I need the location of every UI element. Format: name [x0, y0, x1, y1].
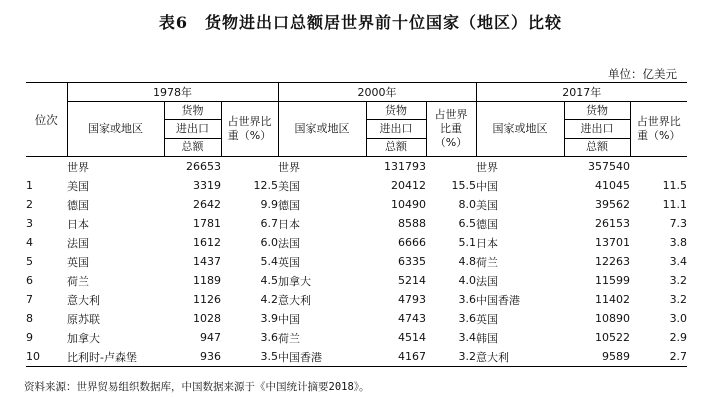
table-row: [26, 271, 687, 290]
share-cell: [221, 157, 278, 177]
country-cell: 中国: [278, 312, 301, 326]
value-cell: 39562: [595, 198, 631, 211]
value-cell: 1189: [193, 274, 221, 287]
table-row: [26, 176, 687, 195]
value-cell: 6335: [398, 255, 427, 268]
country-cell: 美国: [278, 179, 301, 193]
share-header-1978: [221, 102, 278, 157]
value-cell: 4793: [398, 293, 427, 306]
value-cell: 10522: [595, 331, 631, 344]
country-cell: 美国: [476, 198, 499, 212]
share-cell: 4.0: [458, 274, 477, 287]
country-cell: 英国: [67, 255, 89, 269]
share-cell: 7.3: [669, 217, 688, 230]
table-row: [26, 309, 687, 328]
value-cell: 5214: [398, 274, 427, 287]
rank-cell: 10: [26, 347, 67, 367]
table-row: [26, 328, 687, 347]
year-header-row: [26, 83, 687, 102]
value-cell: 9589: [564, 347, 630, 367]
value-cell: 13701: [595, 236, 631, 249]
share-cell: 3.0: [669, 312, 688, 325]
rank-cell: 8: [26, 312, 33, 325]
country-cell: 世界: [67, 160, 89, 174]
share-cell: 6.7: [260, 217, 279, 230]
volume-header-line: 货物: [367, 102, 426, 120]
value-cell: 11599: [595, 274, 631, 287]
value-cell: 11402: [595, 293, 631, 306]
column-header-row: [26, 102, 687, 157]
volume-header-line: 货物: [165, 102, 221, 120]
share-cell: 3.2: [669, 274, 688, 287]
country-cell: 意大利: [278, 293, 312, 307]
country-cell: 法国: [476, 274, 499, 288]
unit-label: 单位：亿美元: [608, 67, 677, 81]
share-cell: 2.7: [630, 347, 687, 367]
country-cell: 韩国: [476, 331, 499, 345]
country-cell: 德国: [476, 217, 499, 231]
share-cell: 15.5: [451, 179, 477, 192]
year-1978-header: 1978年: [67, 83, 278, 102]
value-cell: 8588: [398, 217, 427, 230]
rank-cell: 3: [26, 217, 33, 230]
country-cell: 荷兰: [67, 274, 89, 288]
share-cell: 6.5: [458, 217, 477, 230]
value-cell: 936: [164, 347, 221, 367]
country-cell: 日本: [67, 217, 89, 231]
rank-cell: 1: [26, 179, 33, 192]
value-cell: 2642: [193, 198, 221, 211]
country-cell: 荷兰: [278, 331, 301, 345]
country-cell: 中国: [476, 179, 499, 193]
share-header-2017: [630, 102, 687, 157]
share-header-line: 占世界比: [636, 115, 681, 129]
share-cell: 3.9: [260, 312, 279, 325]
volume-header-line: 总额: [181, 140, 204, 154]
rank-cell: 6: [26, 274, 33, 287]
year-2000-header: 2000年: [278, 83, 476, 102]
volume-header-line: 货物: [565, 102, 630, 120]
share-cell: 3.2: [426, 347, 476, 367]
share-header-line: 占世界比: [227, 115, 272, 129]
rank-cell: 7: [26, 293, 33, 306]
share-cell: 3.6: [458, 312, 477, 325]
country-cell: 法国: [278, 236, 301, 250]
country-header-2017: 国家或地区: [476, 102, 564, 157]
value-cell: 3319: [193, 179, 221, 192]
country-cell: 德国: [67, 198, 89, 212]
value-cell: 26153: [595, 217, 631, 230]
share-cell: 6.0: [260, 236, 279, 249]
rank-header: 位次: [26, 83, 67, 157]
world-row: [26, 157, 687, 177]
share-cell: 12.5: [253, 179, 279, 192]
table-row: [26, 347, 687, 367]
share-header-line: 比重: [440, 122, 463, 136]
value-cell: 41045: [595, 179, 631, 192]
table-row: [26, 252, 687, 271]
share-cell: 9.9: [260, 198, 279, 211]
share-header-line: 占世界: [434, 108, 468, 122]
country-header-1978: 国家或地区: [67, 102, 164, 157]
share-header-line: 重（%）: [637, 129, 681, 142]
table-row: [26, 214, 687, 233]
volume-header-line: 总额: [586, 140, 609, 154]
share-cell: 4.8: [458, 255, 477, 268]
share-cell: 11.1: [662, 198, 688, 211]
table-row: [26, 233, 687, 252]
rank-cell: 2: [26, 198, 33, 211]
volume-header-1978: [164, 102, 221, 157]
table-title: 表6 货物进出口总额居世界前十位国家（地区）比较: [158, 13, 563, 32]
share-cell: 4.5: [260, 274, 279, 287]
share-cell: 3.4: [669, 255, 688, 268]
volume-header-2000: [366, 102, 426, 157]
country-cell: 法国: [67, 236, 89, 250]
country-cell: 英国: [476, 312, 499, 326]
share-cell: 4.2: [260, 293, 279, 306]
share-cell: 3.6: [260, 331, 279, 344]
country-cell: 原苏联: [67, 312, 100, 326]
rank-cell: 5: [26, 255, 33, 268]
volume-header-line: 总额: [385, 140, 408, 154]
table-row: [26, 290, 687, 309]
value-cell: 1781: [193, 217, 221, 230]
share-cell: 2.9: [669, 331, 688, 344]
share-cell: 3.4: [458, 331, 477, 344]
volume-header-2017: [564, 102, 630, 157]
value-cell: 1612: [193, 236, 221, 249]
value-cell: 12263: [595, 255, 631, 268]
value-cell: 10890: [595, 312, 631, 325]
country-cell: 意大利: [476, 347, 564, 367]
share-cell: 5.1: [458, 236, 477, 249]
country-header-2000: 国家或地区: [278, 102, 366, 157]
share-cell: 11.5: [662, 179, 688, 192]
share-cell: 3.2: [669, 293, 688, 306]
country-cell: 比利时-卢森堡: [67, 347, 164, 367]
table-row: [26, 195, 687, 214]
country-cell: 日本: [476, 236, 499, 250]
country-cell: 加拿大: [278, 274, 312, 288]
share-cell: [426, 157, 476, 177]
share-cell: 8.0: [458, 198, 477, 211]
value-cell: 131793: [384, 160, 427, 173]
value-cell: 10490: [391, 198, 427, 211]
value-cell: 26653: [186, 160, 221, 173]
value-cell: 947: [200, 331, 221, 344]
country-cell: 加拿大: [67, 331, 100, 345]
country-cell: 世界: [278, 160, 301, 174]
share-cell: [630, 157, 687, 177]
value-cell: 4743: [398, 312, 427, 325]
country-cell: 世界: [476, 160, 499, 174]
rank-cell: 9: [26, 331, 33, 344]
country-cell: 意大利: [67, 293, 100, 307]
share-header-line: （%）: [434, 135, 468, 149]
source-note: 资料来源：世界贸易组织数据库，中国数据来源于《中国统计摘要2018》。: [24, 381, 370, 393]
share-cell: 5.4: [260, 255, 279, 268]
value-cell: 4167: [366, 347, 426, 367]
value-cell: 1028: [193, 312, 221, 325]
volume-header-line: 进出口: [367, 120, 426, 138]
trade-ranking-table: [26, 82, 687, 367]
share-cell: 3.5: [221, 347, 278, 367]
value-cell: 4514: [398, 331, 427, 344]
country-cell: 德国: [278, 198, 301, 212]
rank-cell: 4: [26, 236, 33, 249]
volume-header-line: 进出口: [165, 120, 221, 138]
country-cell: 中国香港: [476, 293, 521, 307]
share-cell: 3.8: [669, 236, 688, 249]
value-cell: 357540: [588, 160, 631, 173]
value-cell: 6666: [398, 236, 427, 249]
country-cell: 中国香港: [278, 347, 366, 367]
rank-cell: [26, 157, 67, 177]
country-cell: 英国: [278, 255, 301, 269]
value-cell: 20412: [391, 179, 427, 192]
country-cell: 日本: [278, 217, 301, 231]
country-cell: 美国: [67, 179, 89, 193]
share-header-line: 重（%）: [227, 129, 272, 142]
value-cell: 1437: [193, 255, 221, 268]
share-header-2000: [426, 102, 476, 157]
value-cell: 1126: [193, 293, 221, 306]
volume-header-line: 进出口: [565, 120, 630, 138]
year-2017-header: 2017年: [476, 83, 687, 102]
country-cell: 荷兰: [476, 255, 499, 269]
share-cell: 3.6: [458, 293, 477, 306]
